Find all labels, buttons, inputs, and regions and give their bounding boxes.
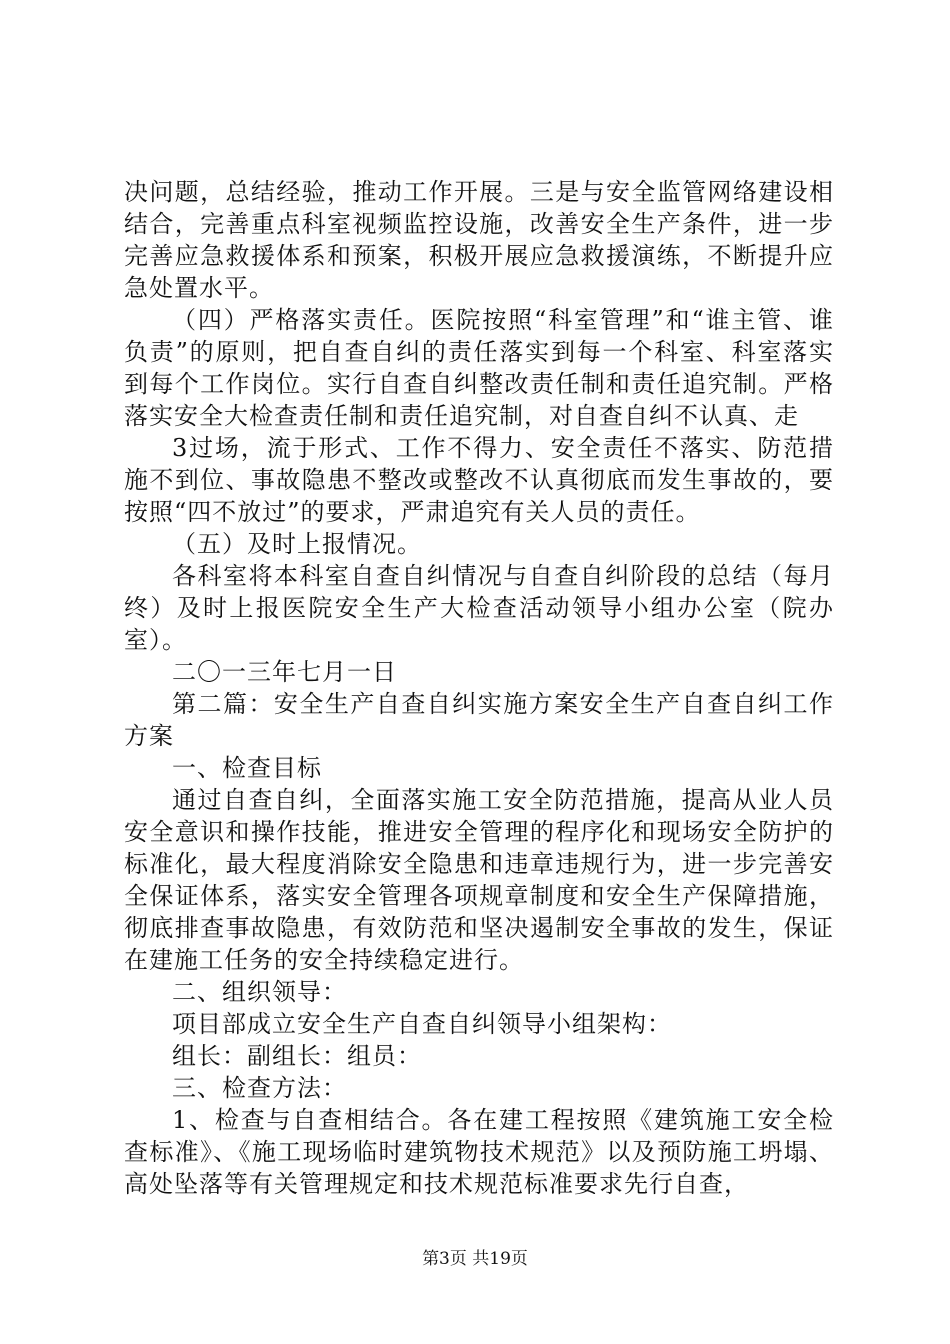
paragraph-report: 各科室将本科室自查自纠情况与自查自纠阶段的总结（每月终）及时上报医院安全生产大检查活动领导小组办公室（院办室）。 xyxy=(124,562,834,654)
paragraph-section-five: （五）及时上报情况。 xyxy=(172,530,422,558)
paragraph-organization: 项目部成立安全生产自查自纠领导小组架构： xyxy=(172,1010,672,1038)
paragraph-goal: 通过自查自纠，全面落实施工安全防范措施，提高从业人员安全意识和操作技能，推进安全管理的程序化和现场安全防护的标准化，最大程度消除安全隐患和违章违规行为，进一步完善安全保证体系，落实安全管理各项规章制度和安全生产保障措施，彻底排查事故隐患，有效防范和坚决遏制安全事故的发生，保证在建施工任务的安全持续稳定进行。 xyxy=(124,786,834,974)
heading-part-two: 第二篇：安全生产自查自纠实施方案安全生产自查自纠工作方案 xyxy=(124,690,834,750)
paragraph-method-one: 1、检查与自查相结合。各在建工程按照《建筑施工安全检查标准》、《施工现场临时建筑物技术规范》以及预防施工坍塌、高处坠落等有关管理规定和技术规范标准要求先行自查， xyxy=(124,1106,834,1198)
paragraph-accountability: 3过场，流于形式、工作不得力、安全责任不落实、防范措施不到位、事故隐患不整改或整改不认真彻底而发生事故的，要按照“四不放过”的要求，严肃追究有关人员的责任。 xyxy=(124,434,834,526)
heading-inspection-goal: 一、检查目标 xyxy=(172,754,322,782)
heading-method: 三、检查方法： xyxy=(172,1074,347,1102)
paragraph-continuation: 决问题，总结经验，推动工作开展。三是与安全监管网络建设相结合，完善重点科室视频监控设施，改善安全生产条件，进一步完善应急救援体系和预案，积极开展应急救援演练，不断提升应急处置水平。 xyxy=(124,178,834,302)
heading-organization: 二、组织领导： xyxy=(172,978,347,1006)
paragraph-section-four: （四）严格落实责任。医院按照“科室管理”和“谁主管、谁负责”的原则，把自查自纠的责任落实到每一个科室、科室落实到每个工作岗位。实行自查自纠整改责任制和责任追究制。严格落实安全大检查责任制和责任追究制，对自查自纠不认真、走 xyxy=(124,306,834,430)
page-number: 第3页 共19页 xyxy=(422,1249,528,1269)
document-body xyxy=(124,176,834,1200)
paragraph-date: 二〇一三年七月一日 xyxy=(172,658,397,686)
paragraph-members: 组长：副组长：组员： xyxy=(172,1042,422,1070)
